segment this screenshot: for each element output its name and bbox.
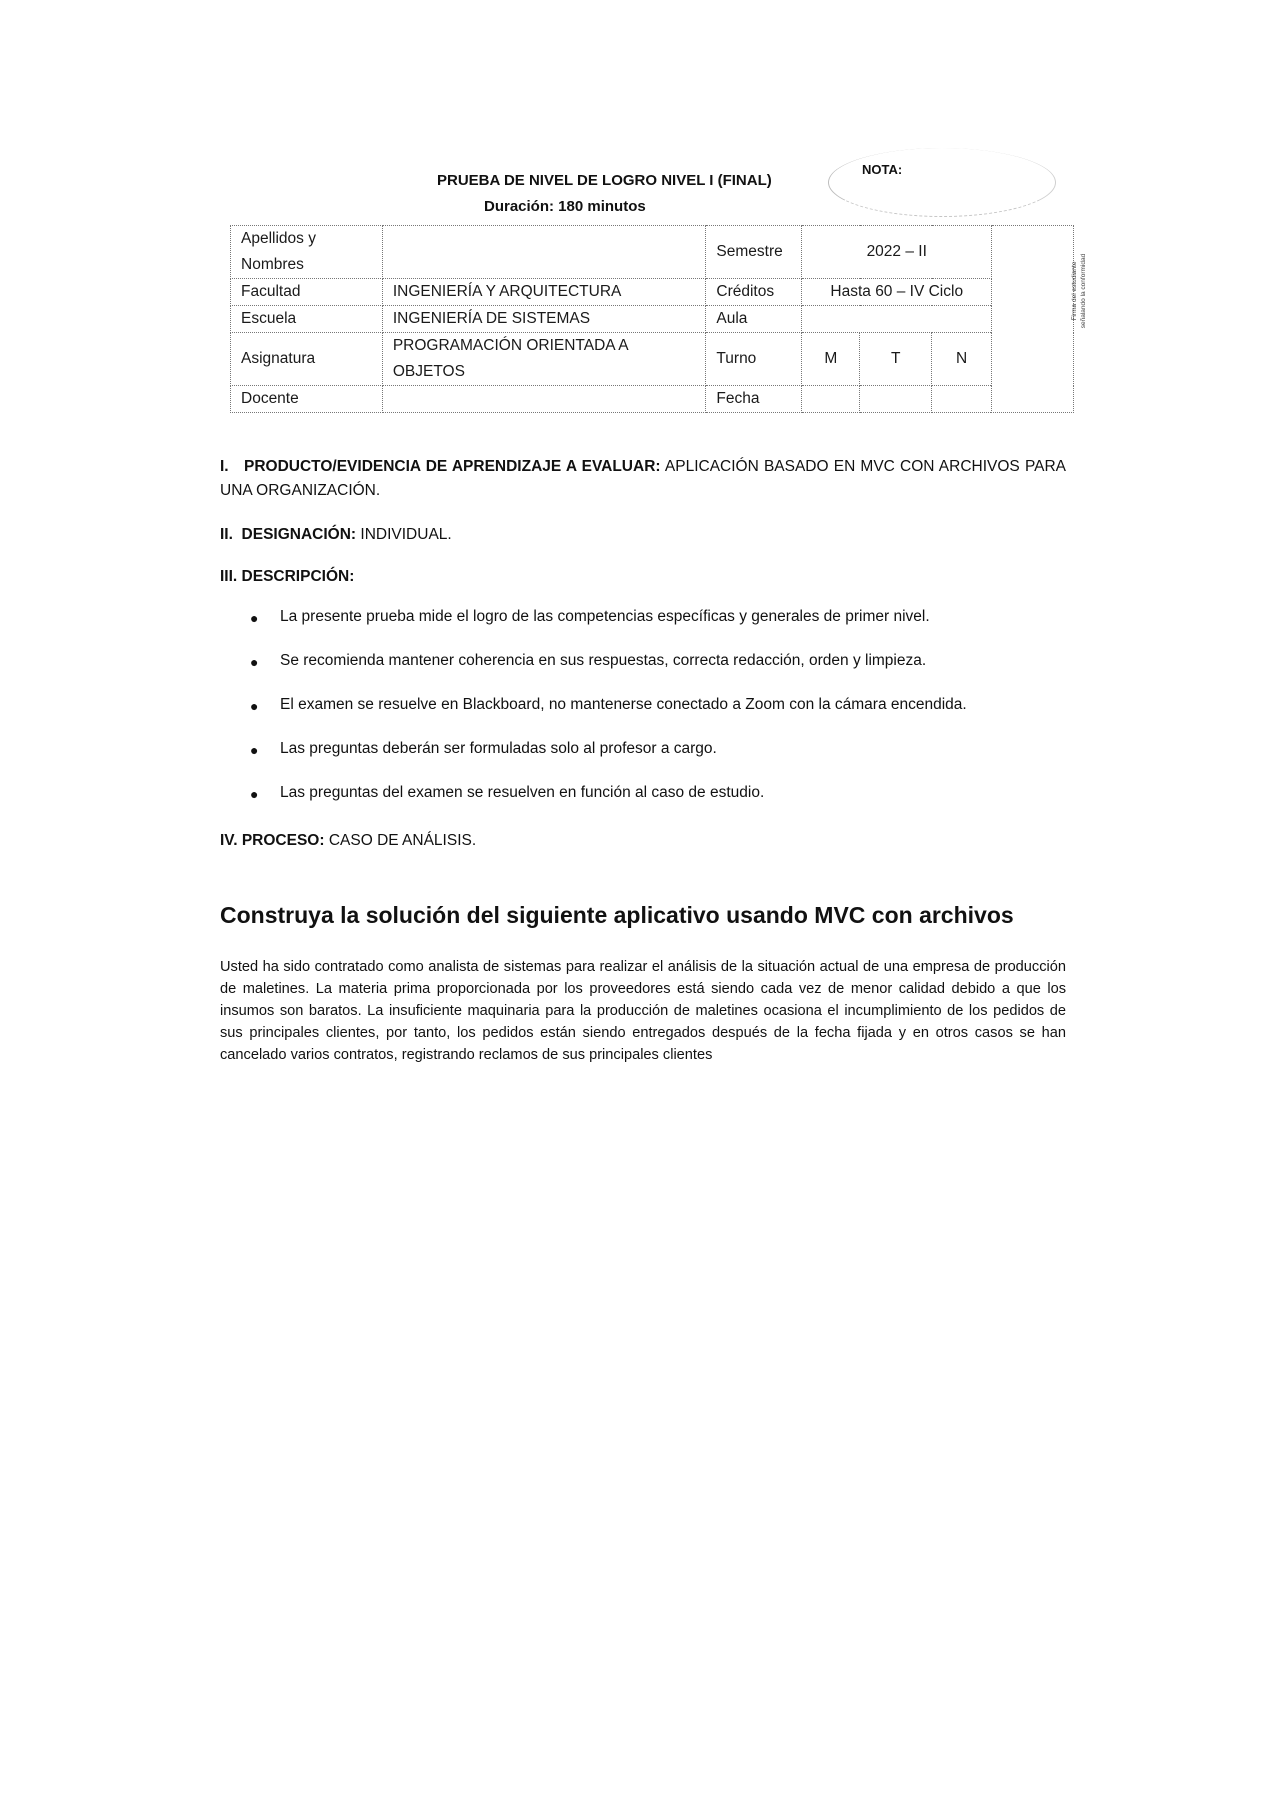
list-item <box>250 781 967 825</box>
creditos-label: Créditos <box>706 279 802 306</box>
semestre-label: Semestre <box>706 226 802 279</box>
case-paragraph: Usted ha sido contratado como analista de sistemas para realizar el análisis de la situación actual de una empresa de producción de maletines. La materia prima proporcionada por los proveedores está siendo cada vez de menor calidad debido a que los insumos son baratos. La insuficiente maquinaria para la producción de maletines ocasiona el incumplimiento de los pedidos de sus principales clientes, por tanto, los pedidos están siendo entregados después de la fecha fijada y en otros casos se han cancelado varios contratos, registrando reclamos de sus principales clientes <box>220 959 1066 1063</box>
list-item <box>250 737 967 781</box>
escuela-value: INGENIERÍA DE SISTEMAS <box>382 306 706 333</box>
fecha-field-3[interactable] <box>932 386 992 413</box>
fecha-field-1[interactable] <box>802 386 860 413</box>
list-item <box>250 605 967 649</box>
bullet-icon: ● <box>250 742 259 758</box>
grade-oval <box>828 148 1056 217</box>
exam-duration: Duración: 180 minutos <box>484 198 646 215</box>
bullet-icon: ● <box>250 786 259 802</box>
list-item-text: El examen se resuelve en Blackboard, no mantenerse conectado a Zoom con la cámara encendida. <box>280 696 967 713</box>
turno-n[interactable]: N <box>932 333 992 386</box>
docente-field[interactable] <box>382 386 706 413</box>
section-number: I. <box>220 458 229 475</box>
table-row <box>231 226 1074 279</box>
section-description <box>220 565 354 589</box>
description-list <box>250 605 967 825</box>
section-number: II. <box>220 526 233 543</box>
student-info-table <box>230 225 1074 413</box>
exam-title: PRUEBA DE NIVEL DE LOGRO NIVEL I (FINAL) <box>437 172 772 189</box>
signature-cell <box>992 226 1074 413</box>
section-label: DESIGNACIÓN: <box>241 526 357 543</box>
list-item-text: La presente prueba mide el logro de las competencias específicas y generales de primer nivel. <box>280 608 930 625</box>
case-heading: Construya la solución del siguiente aplicativo usando MVC con archivos <box>220 902 1014 928</box>
turno-t[interactable]: T <box>860 333 932 386</box>
list-item <box>250 649 967 693</box>
turno-m[interactable]: M <box>802 333 860 386</box>
section-label: DESCRIPCIÓN: <box>241 568 355 585</box>
fecha-label: Fecha <box>706 386 802 413</box>
facultad-label: Facultad <box>231 279 383 306</box>
section-designation <box>220 523 452 547</box>
bullet-icon: ● <box>250 610 259 626</box>
section-number: IV. <box>220 832 238 849</box>
asignatura-label: Asignatura <box>231 333 383 386</box>
docente-label: Docente <box>231 386 383 413</box>
section-label: PRODUCTO/EVIDENCIA DE APRENDIZAJE A EVALUAR: <box>244 458 661 475</box>
asignatura-value: PROGRAMACIÓN ORIENTADA A OBJETOS <box>382 333 706 386</box>
signature-note: Firma del estudiante señalando la conformidad <box>1071 253 1087 329</box>
section-text: CASO DE ANÁLISIS. <box>328 832 477 849</box>
section-text: APLICACIÓN BASADO EN MVC CON ARCHIVOS PARA UNA ORGANIZACIÓN. <box>220 458 1066 499</box>
section-process <box>220 829 476 853</box>
apellidos-label: Apellidos y Nombres <box>231 226 383 279</box>
section-text: INDIVIDUAL. <box>360 526 452 543</box>
escuela-label: Escuela <box>231 306 383 333</box>
table-row <box>231 333 1074 386</box>
apellidos-field[interactable] <box>382 226 706 279</box>
aula-field[interactable] <box>802 306 992 333</box>
bullet-icon: ● <box>250 698 259 714</box>
table-row <box>231 306 1074 333</box>
list-item-text: Se recomienda mantener coherencia en sus respuestas, correcta redacción, orden y limpieza. <box>280 652 927 669</box>
bullet-icon: ● <box>250 654 259 670</box>
list-item <box>250 693 967 737</box>
section-label: PROCESO: <box>241 832 325 849</box>
section-number: III. <box>220 568 238 585</box>
creditos-value: Hasta 60 – IV Ciclo <box>802 279 992 306</box>
semestre-value: 2022 – II <box>802 226 992 279</box>
grade-label: NOTA: <box>862 162 903 177</box>
aula-label: Aula <box>706 306 802 333</box>
section-product <box>220 455 1066 503</box>
table-row <box>231 279 1074 306</box>
list-item-text: Las preguntas del examen se resuelven en función al caso de estudio. <box>280 784 765 801</box>
table-row <box>231 386 1074 413</box>
turno-label: Turno <box>706 333 802 386</box>
facultad-value: INGENIERÍA Y ARQUITECTURA <box>382 279 706 306</box>
fecha-field-2[interactable] <box>860 386 932 413</box>
list-item-text: Las preguntas deberán ser formuladas solo al profesor a cargo. <box>280 740 717 757</box>
